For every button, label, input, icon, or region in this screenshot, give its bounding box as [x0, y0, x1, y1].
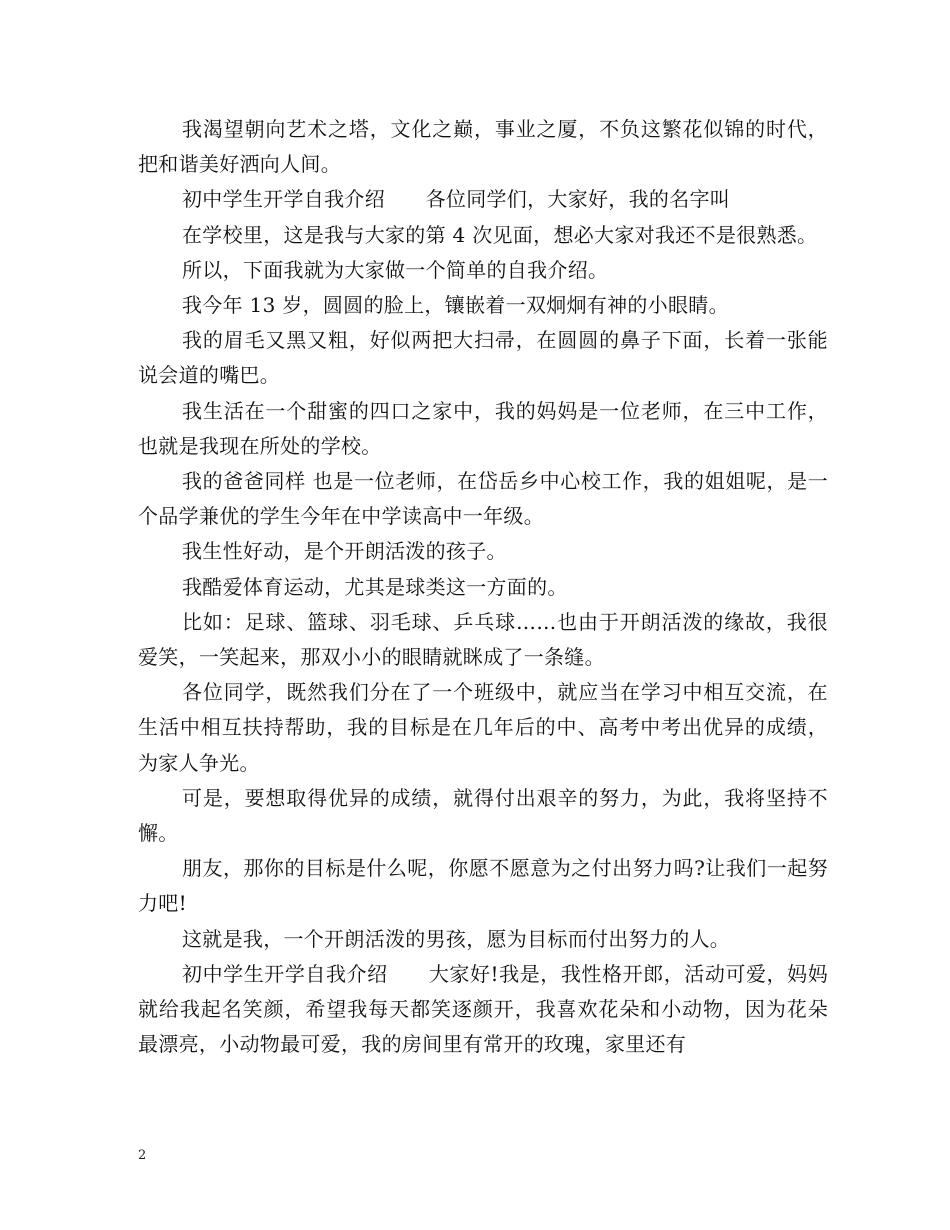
paragraph: 我渴望朝向艺术之塔，文化之巅，事业之厦，不负这繁花似锦的时代，把和谐美好洒向人间。: [138, 117, 828, 177]
paragraph: 所以，下面我就为大家做一个简单的自我介绍。: [182, 257, 609, 282]
paragraph: 我今年 13 岁，圆圆的脸上，镶嵌着一双炯炯有神的小眼睛。: [182, 293, 729, 318]
paragraph: 可是，要想取得优异的成绩，就得付出艰辛的努力，为此，我将坚持不懈。: [138, 785, 828, 846]
document-body: [138, 112, 828, 1062]
paragraph: 各位同学，既然我们分在了一个班级中，就应当在学习中相互交流，在生活中相互扶持帮助，我的目标是在几年后的中、高考中考出优异的成绩，为家人争光。: [138, 680, 828, 775]
paragraph: 初中学生开学自我介绍 大家好!我是，我性格开郎，活动可爱，妈妈就给我起名笑颜，希望我每天都笑逐颜开，我喜欢花朵和小动物，因为花朵最漂亮，小动物最可爱，我的房间里有常开的玫瑰，家里还有: [138, 961, 828, 1057]
paragraph: 在学校里，这是我与大家的第 4 次见面，想必大家对我还不是很熟悉。: [182, 222, 818, 247]
page-number: 2: [138, 1148, 147, 1163]
paragraph: 我酷爱体育运动，尤其是球类这一方面的。: [182, 574, 568, 599]
paragraph: 我生性好动，是个开朗活泼的孩子。: [182, 539, 507, 564]
paragraph: 我的眉毛又黑又粗，好似两把大扫帚，在圆圆的鼻子下面，长着一张能说会道的嘴巴。: [138, 328, 828, 388]
paragraph: 朋友，那你的目标是什么呢，你愿不愿意为之付出努力吗?让我们一起努力吧!: [138, 856, 828, 916]
paragraph: 我的爸爸同样 也是一位老师，在岱岳乡中心校工作，我的姐姐呢，是一个品学兼优的学生今年在中学读高中一年级。: [138, 469, 828, 529]
paragraph: 比如：足球、篮球、羽毛球、乒乓球……也由于开朗活泼的缘故，我很爱笑，一笑起来，那双小小的眼睛就眯成了一条缝。: [138, 609, 828, 670]
paragraph: 我生活在一个甜蜜的四口之家中，我的妈妈是一位老师，在三中工作，也就是我现在所处的学校。: [138, 398, 828, 458]
paragraph: 这就是我，一个开朗活泼的男孩，愿为目标而付出努力的人。: [182, 926, 731, 951]
paragraph: 初中学生开学自我介绍 各位同学们，大家好，我的名字叫: [182, 187, 731, 212]
